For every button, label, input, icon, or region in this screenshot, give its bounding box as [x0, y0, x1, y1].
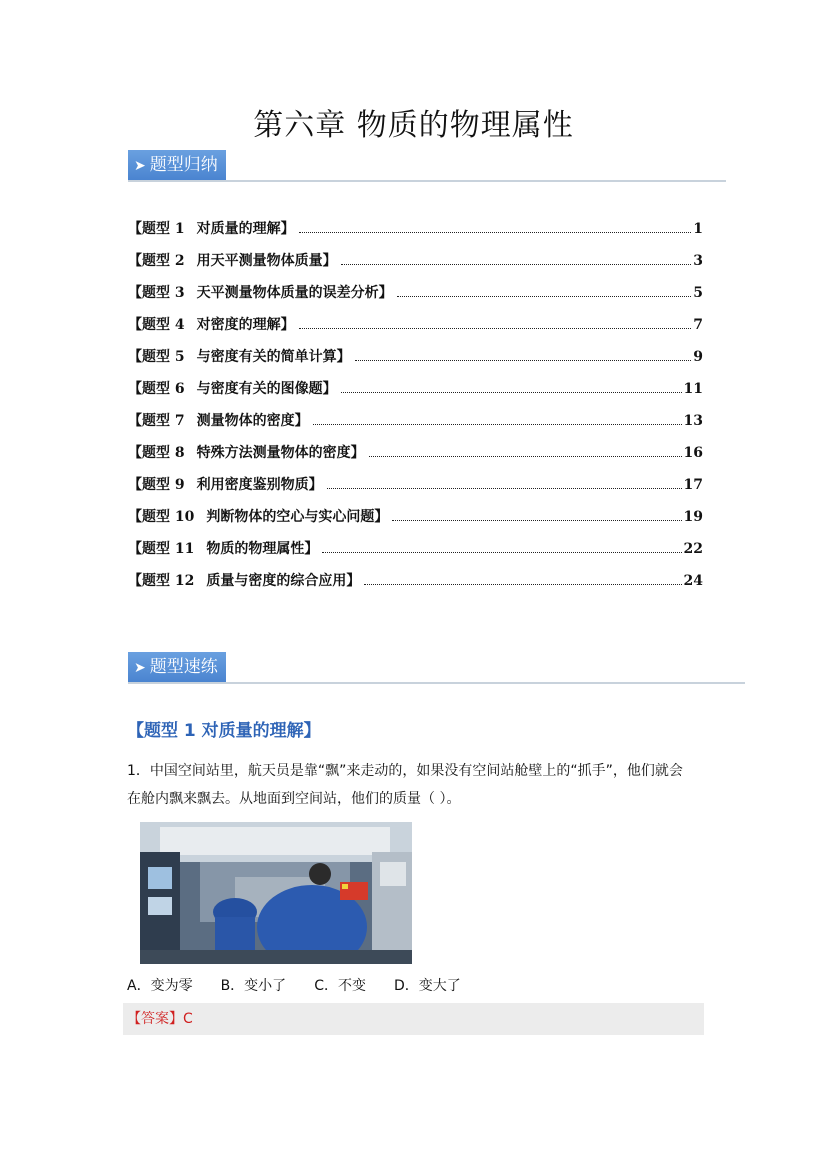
toc-row[interactable]: [128, 218, 703, 250]
answer-label: 【答案】: [127, 1011, 183, 1027]
toc-page-number: 1: [693, 221, 703, 237]
toc-leader-dots: [355, 359, 692, 361]
toc-entry-number: 【题型 4: [128, 317, 185, 333]
toc-entry-label: [128, 474, 323, 494]
arrow-right-icon: ➤: [134, 158, 146, 174]
toc-row[interactable]: [128, 410, 703, 442]
answer-options: [127, 975, 489, 995]
toc-page-number: 17: [683, 477, 703, 493]
toc-entry-number: 【题型 12: [128, 573, 195, 589]
toc-page-number: 7: [693, 317, 703, 333]
toc-entry-label: [128, 218, 295, 238]
toc-entry-label: [128, 506, 388, 526]
toc-entry-name: 对质量的理解】: [196, 221, 295, 237]
toc-leader-dots: [341, 391, 682, 393]
toc-row[interactable]: [128, 474, 703, 506]
toc-entry-label: [128, 570, 360, 590]
toc-page-number: 11: [683, 381, 703, 397]
toc-entry-label: [128, 410, 309, 430]
toc-entry-name: 判断物体的空心与实心问题】: [206, 509, 389, 525]
toc-page-number: 13: [683, 413, 703, 429]
toc-entry-number: 【题型 2: [128, 253, 185, 269]
toc-row[interactable]: [128, 314, 703, 346]
toc-leader-dots: [313, 423, 682, 425]
toc-entry-name: 质量与密度的综合应用】: [206, 573, 361, 589]
toc-entry-number: 【题型 8: [128, 445, 185, 461]
toc-entry-name: 用天平测量物体质量】: [196, 253, 337, 269]
toc-leader-dots: [369, 455, 682, 457]
answer-value: C: [183, 1011, 193, 1027]
arrow-right-icon: ➤: [134, 660, 146, 676]
toc-leader-dots: [341, 263, 692, 265]
toc-page-number: 16: [683, 445, 703, 461]
toc-leader-dots: [327, 487, 682, 489]
toc-entry-name: 天平测量物体质量的误差分析】: [196, 285, 393, 301]
toc-entry-name: 利用密度鉴别物质】: [196, 477, 323, 493]
toc-page-number: 24: [683, 573, 703, 589]
toc-row[interactable]: [128, 506, 703, 538]
toc-leader-dots: [299, 327, 692, 329]
toc-entry-label: [128, 314, 295, 334]
toc-entry-name: 特殊方法测量物体的密度】: [196, 445, 365, 461]
answer-option: C．不变: [314, 978, 366, 994]
toc-entry-label: [128, 378, 337, 398]
section-tag: [128, 150, 226, 180]
toc-entry-number: 【题型 10: [128, 509, 195, 525]
toc-leader-dots: [322, 551, 681, 553]
toc-entry-number: 【题型 1: [128, 221, 185, 237]
toc-entry-number: 【题型 6: [128, 381, 185, 397]
toc-row[interactable]: [128, 378, 703, 410]
toc-entry-name: 测量物体的密度】: [196, 413, 309, 429]
answer-box: [123, 1003, 704, 1035]
section-label: 题型归纳: [149, 155, 218, 175]
answer-option: A．变为零: [127, 978, 193, 994]
toc-row[interactable]: [128, 346, 703, 378]
toc-entry-label: [128, 442, 365, 462]
toc-entry-number: 【题型 5: [128, 349, 185, 365]
toc-row[interactable]: [128, 570, 703, 602]
space-station-photo: [140, 822, 412, 964]
toc-entry-label: [128, 538, 318, 558]
section-tag: [128, 652, 226, 682]
toc-entry-label: [128, 282, 393, 302]
toc-page-number: 9: [693, 349, 703, 365]
toc-entry-name: 对密度的理解】: [196, 317, 295, 333]
section-label: 题型速练: [149, 657, 218, 677]
question-line: 1．中国空间站里，航天员是靠“飘”来走动的，如果没有空间站舱壁上的“抓手”，他们就会: [127, 763, 683, 779]
toc-entry-number: 【题型 3: [128, 285, 185, 301]
toc-page-number: 19: [683, 509, 703, 525]
toc-entry-name: 与密度有关的简单计算】: [196, 349, 351, 365]
answer-option: D．变大了: [393, 978, 461, 994]
toc-row[interactable]: [128, 250, 703, 282]
page-title: 第六章 物质的物理属性: [253, 108, 574, 143]
toc-leader-dots: [299, 231, 692, 233]
toc-leader-dots: [397, 295, 692, 297]
toc-page-number: 5: [693, 285, 703, 301]
table-of-contents: [128, 218, 703, 602]
toc-entry-name: 物质的物理属性】: [206, 541, 319, 557]
toc-row[interactable]: [128, 282, 703, 314]
toc-entry-name: 与密度有关的图像题】: [196, 381, 337, 397]
toc-page-number: 3: [693, 253, 703, 269]
toc-entry-label: [128, 250, 337, 270]
question-type-heading: 【题型 1 对质量的理解】: [127, 721, 321, 741]
section-banner-summary: [128, 150, 726, 180]
toc-entry-number: 【题型 11: [128, 541, 195, 557]
question-text: [127, 757, 707, 813]
toc-leader-dots: [364, 583, 681, 585]
toc-entry-label: [128, 346, 351, 366]
toc-leader-dots: [392, 519, 681, 521]
toc-entry-number: 【题型 9: [128, 477, 185, 493]
section-banner-practice: [128, 652, 745, 682]
answer-option: B．变小了: [220, 978, 287, 994]
toc-entry-number: 【题型 7: [128, 413, 185, 429]
toc-row[interactable]: [128, 538, 703, 570]
toc-page-number: 22: [683, 541, 703, 557]
section-divider: [128, 180, 726, 182]
toc-row[interactable]: [128, 442, 703, 474]
section-divider: [128, 682, 745, 684]
question-line: 在舱内飘来飘去。从地面到空间站，他们的质量（ ）。: [127, 791, 461, 807]
